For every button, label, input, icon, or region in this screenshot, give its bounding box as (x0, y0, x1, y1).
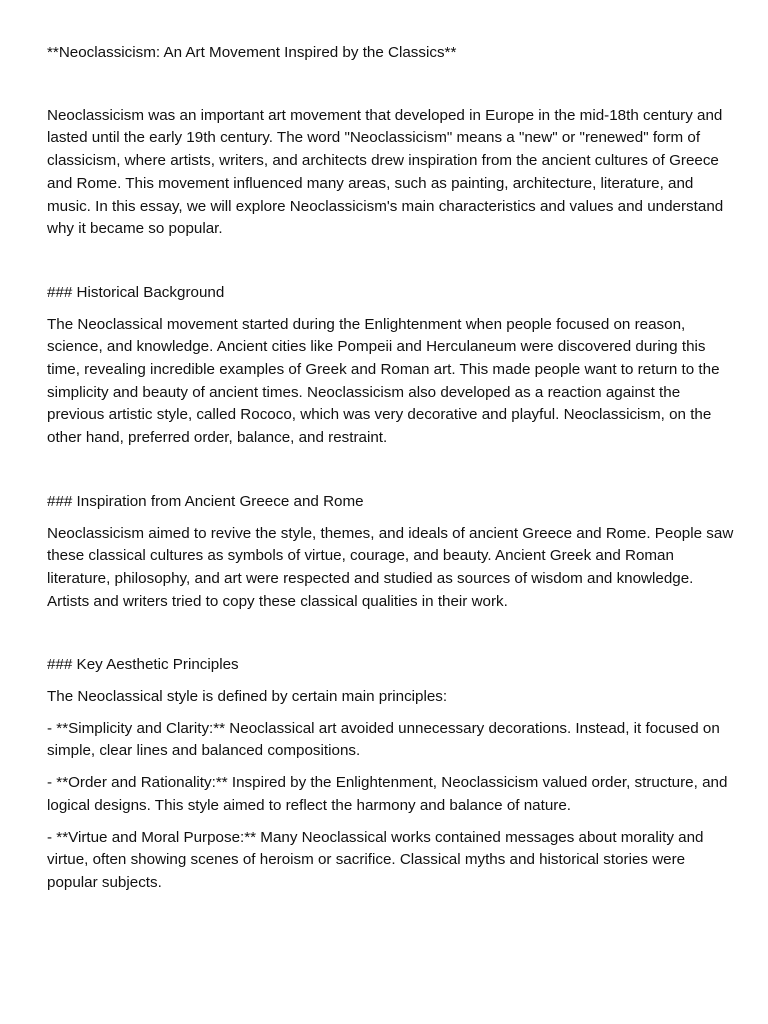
section-heading-inspiration: ### Inspiration from Ancient Greece and Rome (47, 492, 364, 510)
section-heading-aesthetic-principles: ### Key Aesthetic Principles (47, 656, 239, 674)
section-lead-aesthetic-principles: The Neoclassical style is defined by certain main principles: (47, 688, 448, 706)
list-item-order: - **Order and Rationality:** Inspired by the Enlightenment, Neoclassicism valued order, structure, and logical designs. This style aimed to reflect the harmony and balance of nature. (47, 774, 728, 814)
list-item-virtue: - **Virtue and Moral Purpose:** Many Neoclassical works contained messages about morality and virtue, often showing scenes of heroism or sacrifice. Classical myths and historical stories were popular subjects. (47, 828, 704, 891)
intro-paragraph: Neoclassicism was an important art movement that developed in Europe in the mid-18th century and lasted until the early 19th century. The word "Neoclassicism" means a "new" or "renewed" form of classicism, where artists, writers, and architects drew inspiration from the ancient cultures of Greece and Rome. This movement influenced many areas, such as painting, architecture, literature, and music. In this essay, we will explore Neoclassicism's main characteristics and values and understand why it became so popular. (47, 106, 724, 238)
section-heading-historical-background: ### Historical Background (47, 283, 225, 301)
section-body-historical-background: The Neoclassical movement started during the Enlightenment when people focused on reason, science, and knowledge. Ancient cities like Pompeii and Herculaneum were discovered during this time, revealing incredible examples of Greek and Roman art. This made people want to return to the simplicity and beauty of ancient times. Neoclassicism also developed as a reaction against the previous artistic style, called Rococo, which was very decorative and playful. Neoclassicism, on the other hand, preferred order, balance, and restraint. (47, 315, 720, 447)
section-body-inspiration: Neoclassicism aimed to revive the style, themes, and ideals of ancient Greece and Rome. People saw these classical cultures as symbols of virtue, courage, and beauty. Ancient Greek and Roman literature, philosophy, and art were respected and studied as sources of wisdom and knowledge. Artists and writers tried to copy these classical qualities in their work. (47, 524, 734, 610)
document-title: **Neoclassicism: An Art Movement Inspired by the Classics** (47, 44, 457, 61)
document-page (47, 42, 737, 904)
list-item-simplicity: - **Simplicity and Clarity:** Neoclassical art avoided unnecessary decorations. Instead, it focused on simple, clear lines and balanced compositions. (47, 719, 720, 760)
